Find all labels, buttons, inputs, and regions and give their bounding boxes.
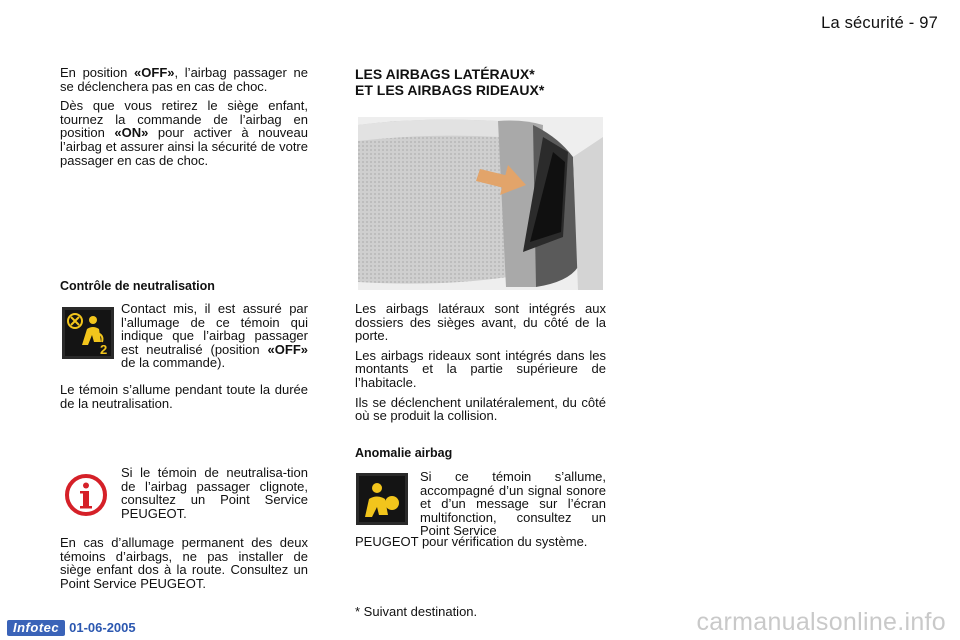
footnote: * Suivant destination. — [355, 604, 478, 619]
edition-date: 01-06-2005 — [69, 620, 136, 635]
airbag-warning-icon — [356, 473, 408, 525]
info-icon — [64, 473, 108, 517]
info-blinking-text: Si le témoin de neutralisa-tion de l’airbag passager clignote, consultez un Point Service PEUGEOT. — [121, 465, 308, 521]
neutralisation-duration-text: Le témoin s’allume pendant toute la durée de la neutralisation. — [60, 382, 308, 411]
neutralisation-heading: Contrôle de neutralisation — [60, 279, 215, 293]
svg-text:2: 2 — [100, 342, 108, 357]
watermark: carmanualsonline.info — [696, 608, 946, 636]
footer — [7, 619, 136, 636]
off-paragraph: En position «OFF», l’airbag passager ne se déclenchera pas en cas de choc. — [60, 65, 308, 94]
permanent-lighting-text: En cas d’allumage permanent des deux témoins d’airbags, ne pas installer de siège enfant dos à la route. Consultez un Point Service PEUGEOT. — [60, 535, 308, 591]
seat-airbag-photo — [358, 117, 603, 290]
page-title: La sécurité - 97 — [821, 14, 938, 32]
anomaly-heading: Anomalie airbag — [355, 446, 453, 460]
on-paragraph: Dès que vous retirez le siège enfant, tournez la commande de l’airbag en position «ON» pour activer à nouveau l’airbag et assurer ainsi la sécurité de votre passager en cas de choc. — [60, 98, 308, 168]
brand-logo: Infotec — [7, 620, 65, 636]
neutralisation-text: Contact mis, il est assuré par l’allumage de ce témoin qui indique que l’airbag passager est neutralisé (position «OFF» de la commande). — [121, 301, 308, 371]
section-heading: LES AIRBAGS LATÉRAUX* ET LES AIRBAGS RIDEAUX* — [355, 66, 545, 98]
airbag-off-warning-icon — [62, 307, 114, 359]
anomaly-text: Si ce témoin s’allume, accompagné d’un signal sonore et d’un message sur l’écran multifonction, consultez un Point Service — [420, 469, 606, 539]
anomaly-continuation-text: PEUGEOT pour vérification du système. — [355, 534, 588, 549]
airbags-description: Les airbags latéraux sont intégrés aux dossiers des sièges avant, du côté de la porte. Les airbags rideaux sont intégrés dans les montants et la partie supérieure de l’habitacle. Ils se déclenchent unilatéralement, du côté où se produit la collision. — [355, 301, 606, 424]
left-intro — [60, 66, 308, 173]
